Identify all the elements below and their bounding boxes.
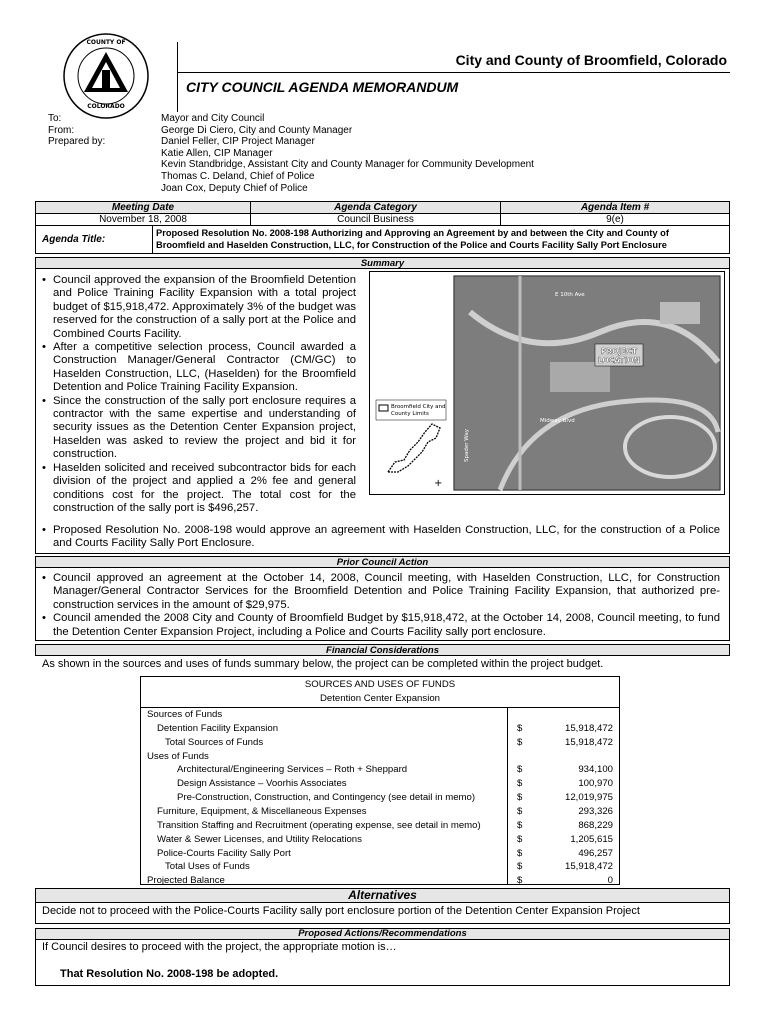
prior-bullet-2: • Council amended the 2008 City and County of Broomfield Budget by $15,918,472, at the October 14, 2008, Council meeting, to fund the Detention Center Expansion Project, including a Police and Courts Facility sally port enclosure. (40, 612, 720, 639)
proposed-heading: Proposed Actions/Recommendations (298, 928, 467, 939)
row-currency: $ (517, 792, 523, 804)
svg-text:+: + (434, 478, 443, 489)
row-currency: $ (517, 819, 523, 831)
summary-bullets (40, 274, 356, 515)
svg-text:COLORADO: COLORADO (87, 103, 125, 110)
row-label: Total Uses of Funds (165, 861, 250, 873)
table-subtitle: Detention Center Expansion (320, 693, 440, 704)
header-labels (48, 113, 105, 148)
row-amount: 15,918,472 (564, 861, 613, 873)
prior-bullet-1: • Council approved an agreement at the October 14, 2008, Council meeting, with Haselden Construction, LLC, for Construction Manager/General Contractor Services for the Broomfield Detention and Police Training Facility Expansion, that authorized pre-construction services in the amount of $29,975. (40, 572, 720, 612)
row-label: Uses of Funds (147, 750, 209, 762)
row-label: Sources of Funds (147, 709, 223, 720)
table-title: SOURCES AND USES OF FUNDS (304, 679, 456, 690)
from-label: From: (48, 124, 75, 136)
header-horizontal-rule (177, 72, 730, 73)
table-row (141, 763, 619, 777)
agenda-title-line2: Broomfield and Haselden Construction, LLC, for Construction of the Police and Courts Facility Sally Port Enclosure (156, 240, 667, 250)
meeting-date-label: Meeting Date (111, 202, 175, 213)
prepared-by-label: Prepared by: (48, 136, 106, 148)
table-row (141, 805, 619, 819)
summary-bullet-5: • Proposed Resolution No. 2008-198 would approve an agreement with Haselden Construction, LLC, for the construction of a Police and Courts Facility Sally Port Enclosure. (40, 524, 720, 551)
row-label: Architectural/Engineering Services – Roth + Sheppard (177, 764, 408, 776)
map-road-3: Spader Way (464, 429, 470, 462)
map-road-2: Midway Blvd (540, 418, 575, 424)
row-currency: $ (517, 722, 523, 734)
row-label: Detention Facility Expansion (157, 722, 279, 734)
map-legend-line1: Broomfield City and (391, 404, 446, 410)
row-currency: $ (517, 736, 523, 748)
table-row (141, 819, 619, 833)
row-currency: $ (517, 861, 523, 873)
agenda-item-label: Agenda Item # (580, 202, 650, 213)
prepared-by-1: Daniel Feller, CIP Project Manager (161, 136, 315, 148)
row-amount: 12,019,975 (564, 792, 613, 804)
table-row (141, 791, 619, 805)
alternatives-heading: Alternatives (348, 888, 417, 902)
agenda-item: 9(e) (606, 214, 624, 225)
table-row (141, 750, 619, 764)
map-label-line1: PROJECT (600, 347, 638, 356)
row-label: Water & Sewer Licenses, and Utility Relocations (157, 833, 362, 845)
agenda-title-label: Agenda Title: (42, 234, 106, 245)
prepared-by-5: Joan Cox, Deputy Chief of Police (161, 182, 308, 194)
header-vertical-rule (177, 42, 178, 112)
summary-bullet-4: • Haselden solicited and received subcontractor bids for each division of the project and applied a 2% fee and general conditions cost for the project. The total cost for the construction of the sally port is $496,257. (40, 462, 356, 516)
agenda-title-line1: Proposed Resolution No. 2008-198 Authorizing and Approving an Agreement by and between the City and County of (156, 228, 669, 238)
svg-text:COUNTY OF: COUNTY OF (86, 39, 126, 46)
prior-bullets (40, 572, 720, 639)
prepared-by-2: Katie Allen, CIP Manager (161, 147, 273, 159)
row-label: Pre-Construction, Construction, and Contingency (see detail in memo) (177, 792, 476, 804)
city-seal (62, 32, 150, 120)
agenda-title (156, 227, 728, 251)
row-amount: 1,205,615 (570, 833, 613, 845)
map-label-line2: LOCATION (597, 356, 641, 365)
row-amount: 934,100 (578, 764, 613, 776)
header-values (161, 113, 534, 194)
row-currency: $ (517, 778, 523, 790)
to-label: To: (48, 113, 62, 124)
row-label: Design Assistance – Voorhis Associates (177, 778, 347, 790)
row-label: Transition Staffing and Recruitment (operating expense, see detail in memo) (157, 819, 481, 831)
row-amount: 15,918,472 (564, 736, 613, 748)
table-row (141, 847, 619, 861)
proposed-text: If Council desires to proceed with the project, the appropriate motion is… (42, 941, 397, 953)
financial-intro: As shown in the sources and uses of funds summary below, the project can be completed within the project budget. (42, 658, 604, 670)
map-road-1: E 10th Ave (555, 292, 585, 298)
row-label: Projected Balance (147, 875, 225, 887)
summary-bullet-3: • Since the construction of the sally port enclosure requires a contractor with the same expertise and understanding of security issues as the Detention Center Expansion project, Haselden was asked to review the project and bid it for construction. (40, 395, 356, 462)
map-legend-line2: County Limits (391, 411, 429, 417)
row-amount: 868,229 (578, 819, 613, 831)
summary-bullet-full-list (40, 524, 720, 551)
row-label: Furniture, Equipment, & Miscellaneous Expenses (157, 805, 367, 817)
table-row (141, 833, 619, 847)
row-amount: 0 (607, 875, 613, 887)
table-row (141, 874, 619, 888)
row-label: Total Sources of Funds (165, 736, 264, 748)
prepared-by-4: Thomas C. Deland, Chief of Police (161, 170, 315, 182)
row-currency: $ (517, 764, 523, 776)
row-label: Police-Courts Facility Sally Port (157, 847, 291, 859)
row-currency: $ (517, 805, 523, 817)
summary-bullet-2: • After a competitive selection process, Council awarded a Construction Manager/General Contractor (CM/GC) to Haselden Construction, LLC, (Haselden) for the Broomfield Detention and Police Training Facility Expansion. (40, 341, 356, 395)
proposed-motion: That Resolution No. 2008-198 be adopted. (60, 968, 279, 980)
summary-heading: Summary (360, 258, 405, 269)
project-location-map (369, 271, 725, 495)
row-currency: $ (517, 833, 523, 845)
summary-bullet-1: • Council approved the expansion of the Broomfield Detention and Police Training Facility Expansion with a total project budget of $15,918,472. Approximately 3% of the budget was reserved for the construction of a sally port at the Police and Combined Courts Facility. (40, 274, 356, 341)
table-row (141, 736, 619, 750)
sources-uses-table (140, 676, 620, 885)
prepared-by-3: Kevin Standbridge, Assistant City and County Manager for Community Development (161, 159, 534, 171)
table-row (141, 777, 619, 791)
agenda-category: Council Business (337, 214, 414, 225)
memo-title: CITY COUNCIL AGENDA MEMORANDUM (186, 79, 459, 95)
row-currency: $ (517, 847, 523, 859)
organization-name: City and County of Broomfield, Colorado (455, 52, 727, 68)
agenda-category-label: Agenda Category (334, 202, 417, 213)
meeting-date: November 18, 2008 (99, 214, 187, 225)
financial-heading: Financial Considerations (326, 645, 439, 656)
prior-heading: Prior Council Action (336, 557, 429, 568)
row-amount: 100,970 (578, 778, 613, 790)
row-currency: $ (517, 875, 523, 887)
row-amount: 15,918,472 (564, 722, 613, 734)
alternatives-text: Decide not to proceed with the Police-Courts Facility sally port enclosure portion of the Detention Center Expansion Project (42, 905, 640, 917)
table-row (141, 860, 619, 874)
table-row (141, 722, 619, 736)
table-row (141, 708, 619, 722)
to-value: Mayor and City Council (161, 113, 265, 124)
row-amount: 293,326 (578, 805, 613, 817)
from-value: George Di Ciero, City and County Manager (161, 124, 353, 136)
row-amount: 496,257 (578, 847, 613, 859)
